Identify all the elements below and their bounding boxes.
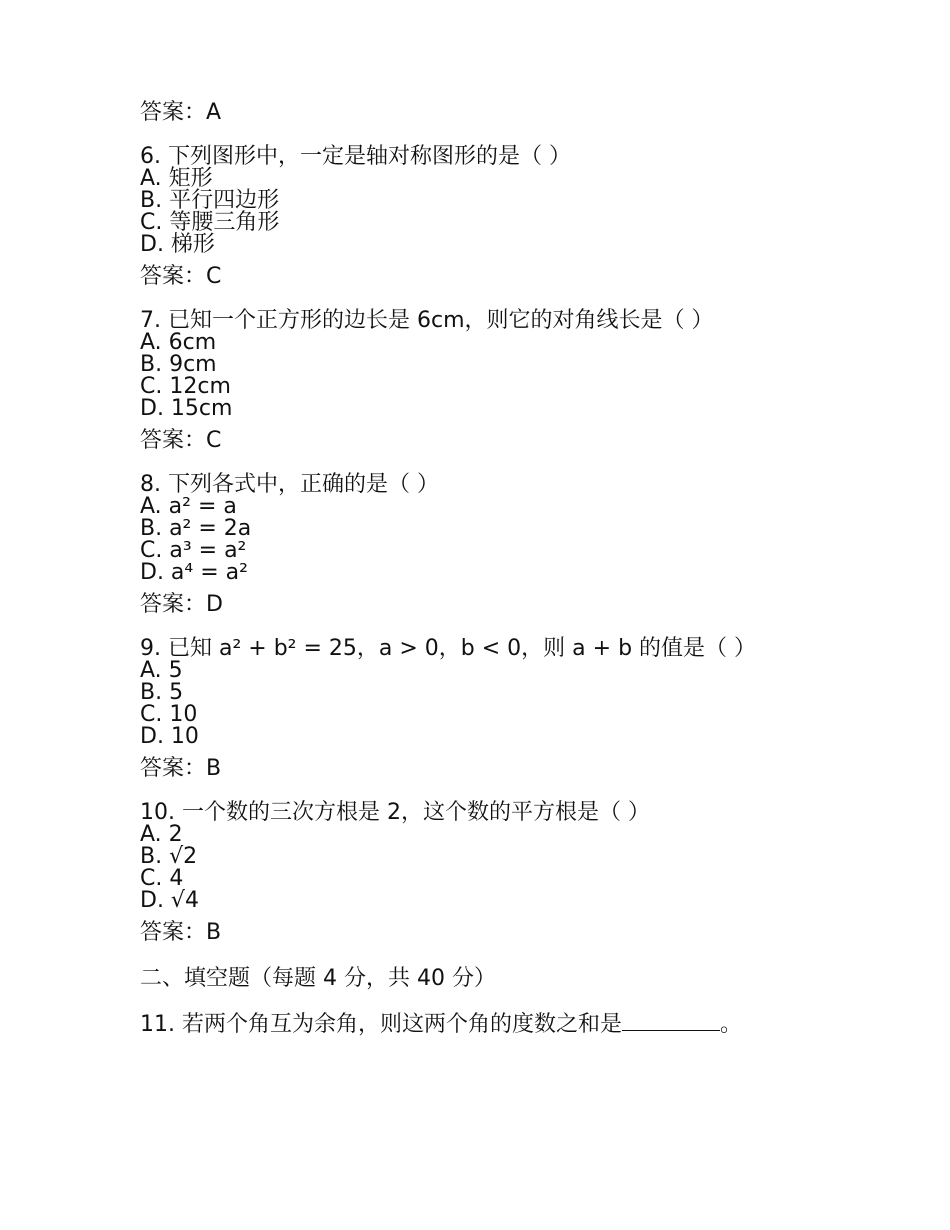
fill-question-text: 11. 若两个角互为余角，则这两个角的度数之和是 (140, 1012, 622, 1037)
option-a: A. 2 (140, 822, 183, 847)
option-a: A. 矩形 (140, 166, 213, 191)
section-title: 二、填空题（每题 4 分，共 40 分） (140, 966, 496, 991)
question-block (140, 474, 900, 618)
question-stem: 10. 一个数的三次方根是 2，这个数的平方根是（ ） (140, 800, 650, 825)
question-block (140, 146, 900, 290)
answer-line: 答案：C (140, 264, 222, 289)
option-a: A. a² = a (140, 494, 237, 519)
option-b: B. 平行四边形 (140, 188, 280, 213)
option-c: C. 12cm (140, 374, 231, 399)
answer-value: A (206, 100, 222, 125)
question-stem: 7. 已知一个正方形的边长是 6cm，则它的对角线长是（ ） (140, 308, 714, 333)
option-a: A. 5 (140, 658, 183, 683)
option-c: C. 4 (140, 866, 184, 891)
question-stem: 9. 已知 a² + b² = 25，a > 0，b < 0，则 a + b 的值是（ ） (140, 636, 757, 661)
answer-line: 答案：B (140, 756, 222, 781)
question-stem: 8. 下列各式中，正确的是（ ） (140, 472, 439, 497)
document-page (140, 100, 900, 1037)
fill-question-end: 。 (719, 1012, 742, 1037)
answer-line: 答案：D (140, 592, 223, 617)
answer-line: 答案：B (140, 920, 222, 945)
option-d: D. 10 (140, 724, 199, 749)
question-block (140, 802, 900, 946)
option-b: B. 5 (140, 680, 184, 705)
question-block (140, 310, 900, 454)
question-stem: 6. 下列图形中，一定是轴对称图形的是（ ） (140, 144, 571, 169)
option-d: D. 15cm (140, 396, 233, 421)
option-d: D. √4 (140, 888, 199, 913)
answer-label: 答案： (140, 100, 207, 125)
answer-line (140, 100, 900, 126)
option-c: C. 10 (140, 702, 198, 727)
answer-blank (622, 1010, 720, 1031)
question-block (140, 638, 900, 782)
option-c: C. a³ = a² (140, 538, 247, 563)
option-b: B. √2 (140, 844, 198, 869)
option-b: B. a² = 2a (140, 516, 252, 541)
option-d: D. a⁴ = a² (140, 560, 248, 585)
option-d: D. 梯形 (140, 232, 215, 257)
option-b: B. 9cm (140, 352, 217, 377)
answer-line: 答案：C (140, 428, 222, 453)
option-c: C. 等腰三角形 (140, 210, 280, 235)
option-a: A. 6cm (140, 330, 217, 355)
fill-question (140, 1010, 900, 1037)
